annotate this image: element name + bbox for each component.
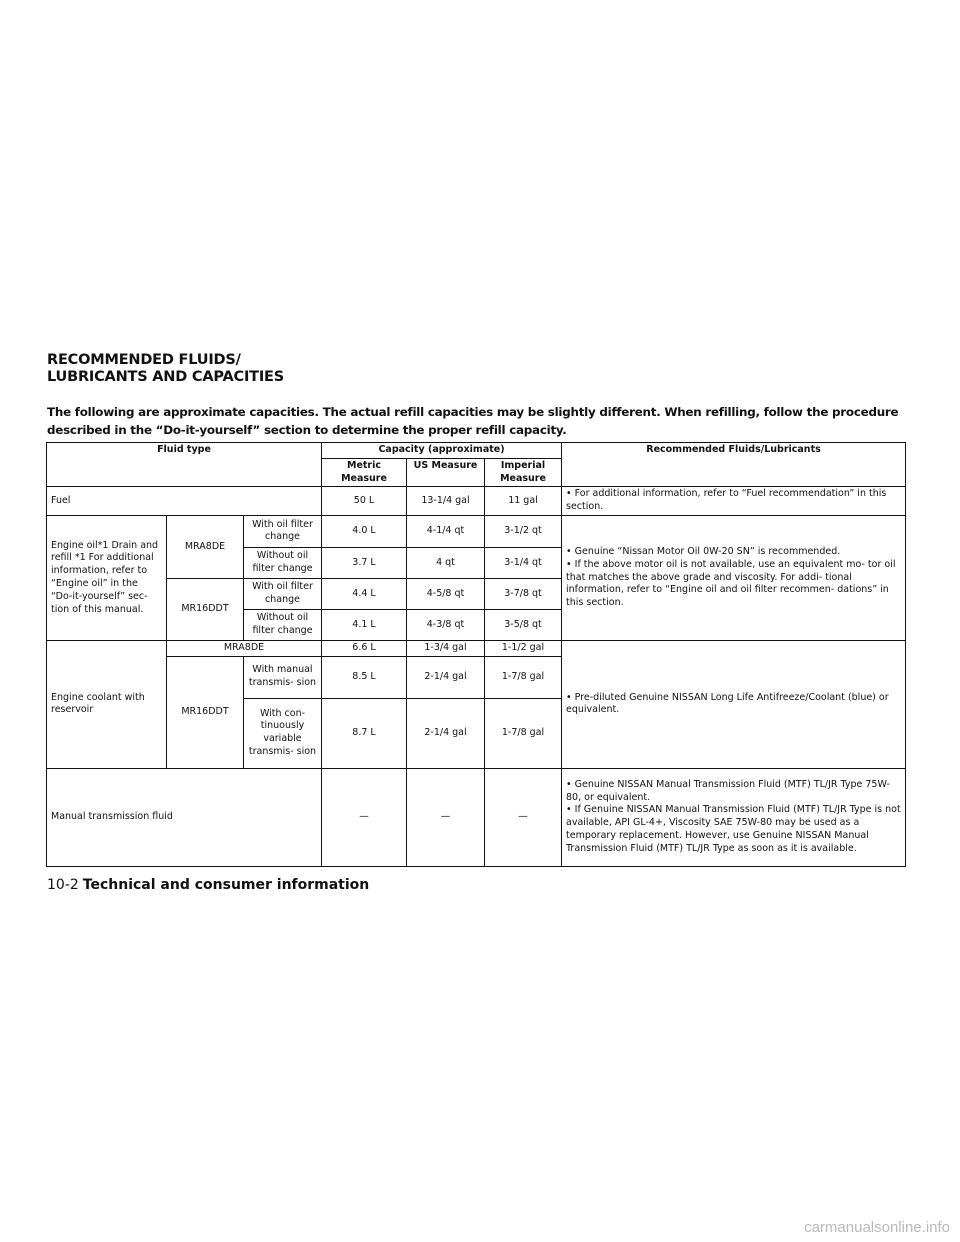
section-title-line-1: RECOMMENDED FLUIDS/ bbox=[47, 352, 241, 368]
table-row-coolant-1 bbox=[47, 640, 906, 656]
oil-us-2: 4 qt bbox=[407, 547, 485, 578]
coolant-us-1: 1-3/4 gal bbox=[407, 640, 485, 656]
coolant-cvt: With con- tinuously variable transmis- sion bbox=[244, 698, 322, 768]
mtf-note-line-2: • If Genuine NISSAN Manual Transmission Fluid (MTF) TL/JR Type is not available, API GL-4+, Viscosity SAE 75W-80 may be used as a temporary replacement. However, use Genuine NISSAN Manual Transmission Fluid (MTF) TL/JR Type as soon as it is available. bbox=[566, 804, 901, 854]
oil-us-1: 4-1/4 qt bbox=[407, 515, 485, 547]
header-capacity: Capacity (approximate) bbox=[322, 443, 562, 459]
coolant-metric-1: 6.6 L bbox=[322, 640, 407, 656]
table-row-fuel bbox=[47, 487, 906, 516]
coolant-imperial-1: 1-1/2 gal bbox=[485, 640, 562, 656]
coolant-engine-mr16ddt: MR16DDT bbox=[167, 656, 244, 768]
coolant-us-3: 2-1/4 gal bbox=[407, 698, 485, 768]
coolant-engine-mra8de: MRA8DE bbox=[167, 640, 322, 656]
engine-oil-note-line-1: • Genuine “Nissan Motor Oil 0W-20 SN” is recommended. bbox=[566, 545, 841, 557]
header-row-1 bbox=[47, 443, 906, 459]
coolant-metric-2: 8.5 L bbox=[322, 656, 407, 698]
mtf-metric: — bbox=[322, 768, 407, 866]
oil-with-filter-1: With oil filter change bbox=[244, 515, 322, 547]
oil-imperial-3: 3-7/8 qt bbox=[485, 578, 562, 609]
page-footer bbox=[47, 876, 369, 894]
mtf-label: Manual transmission fluid bbox=[47, 768, 322, 866]
oil-imperial-1: 3-1/2 qt bbox=[485, 515, 562, 547]
oil-engine-mra8de: MRA8DE bbox=[167, 515, 244, 578]
oil-metric-2: 3.7 L bbox=[322, 547, 407, 578]
coolant-metric-3: 8.7 L bbox=[322, 698, 407, 768]
header-us: US Measure bbox=[407, 458, 485, 487]
section-title bbox=[47, 352, 647, 386]
intro-paragraph: The following are approximate capacities. The actual refill capacities may be slightly different. When refilling, follow the procedure described in the “Do-it-yourself” section to determine the proper refill capacity. bbox=[47, 405, 899, 437]
oil-imperial-2: 3-1/4 qt bbox=[485, 547, 562, 578]
watermark: carmanualsonline.info bbox=[804, 1219, 950, 1236]
engine-oil-note bbox=[562, 515, 906, 640]
footer-title: Technical and consumer information bbox=[82, 877, 370, 893]
fuel-note: • For additional information, refer to “Fuel recommendation” in this section. bbox=[562, 487, 906, 516]
oil-us-4: 4-3/8 qt bbox=[407, 609, 485, 640]
section-title-line-2: LUBRICANTS AND CAPACITIES bbox=[47, 369, 284, 385]
coolant-us-2: 2-1/4 gal bbox=[407, 656, 485, 698]
fuel-us: 13-1/4 gal bbox=[407, 487, 485, 516]
header-recommended: Recommended Fluids/Lubricants bbox=[562, 443, 906, 487]
coolant-imperial-3: 1-7/8 gal bbox=[485, 698, 562, 768]
engine-oil-label: Engine oil*1 Drain and refill *1 For additional information, refer to “Engine oil” in the “Do-it-yourself” sec- tion of this manual. bbox=[47, 515, 167, 640]
page-number: 10-2 bbox=[47, 877, 79, 893]
oil-metric-1: 4.0 L bbox=[322, 515, 407, 547]
mtf-note-line-1: • Genuine NISSAN Manual Transmission Fluid (MTF) TL/JR Type 75W-80, or equivalent. bbox=[566, 778, 890, 803]
oil-without-filter-1: Without oil filter change bbox=[244, 547, 322, 578]
oil-without-filter-2: Without oil filter change bbox=[244, 609, 322, 640]
capacities-table bbox=[46, 442, 906, 867]
fuel-label: Fuel bbox=[47, 487, 322, 516]
mtf-imperial: — bbox=[485, 768, 562, 866]
coolant-label: Engine coolant with reservoir bbox=[47, 640, 167, 768]
header-metric: Metric Measure bbox=[322, 458, 407, 487]
oil-us-3: 4-5/8 qt bbox=[407, 578, 485, 609]
mtf-note bbox=[562, 768, 906, 866]
fuel-metric: 50 L bbox=[322, 487, 407, 516]
oil-metric-3: 4.4 L bbox=[322, 578, 407, 609]
table-row-mtf bbox=[47, 768, 906, 866]
oil-with-filter-2: With oil filter change bbox=[244, 578, 322, 609]
oil-metric-4: 4.1 L bbox=[322, 609, 407, 640]
coolant-imperial-2: 1-7/8 gal bbox=[485, 656, 562, 698]
engine-oil-note-line-2: • If the above motor oil is not available, use an equivalent mo- tor oil that matches the above grade and viscosity. For addi- tional information, refer to “Engine oil and oil filter recommen- dations” in this section. bbox=[566, 558, 896, 609]
coolant-note: • Pre-diluted Genuine NISSAN Long Life Antifreeze/Coolant (blue) or equivalent. bbox=[562, 640, 906, 768]
oil-imperial-4: 3-5/8 qt bbox=[485, 609, 562, 640]
coolant-manual: With manual transmis- sion bbox=[244, 656, 322, 698]
mtf-us: — bbox=[407, 768, 485, 866]
oil-engine-mr16ddt: MR16DDT bbox=[167, 578, 244, 640]
fuel-imperial: 11 gal bbox=[485, 487, 562, 516]
header-imperial: Imperial Measure bbox=[485, 458, 562, 487]
header-fluid-type: Fluid type bbox=[47, 443, 322, 487]
table-row-oil-1 bbox=[47, 515, 906, 547]
